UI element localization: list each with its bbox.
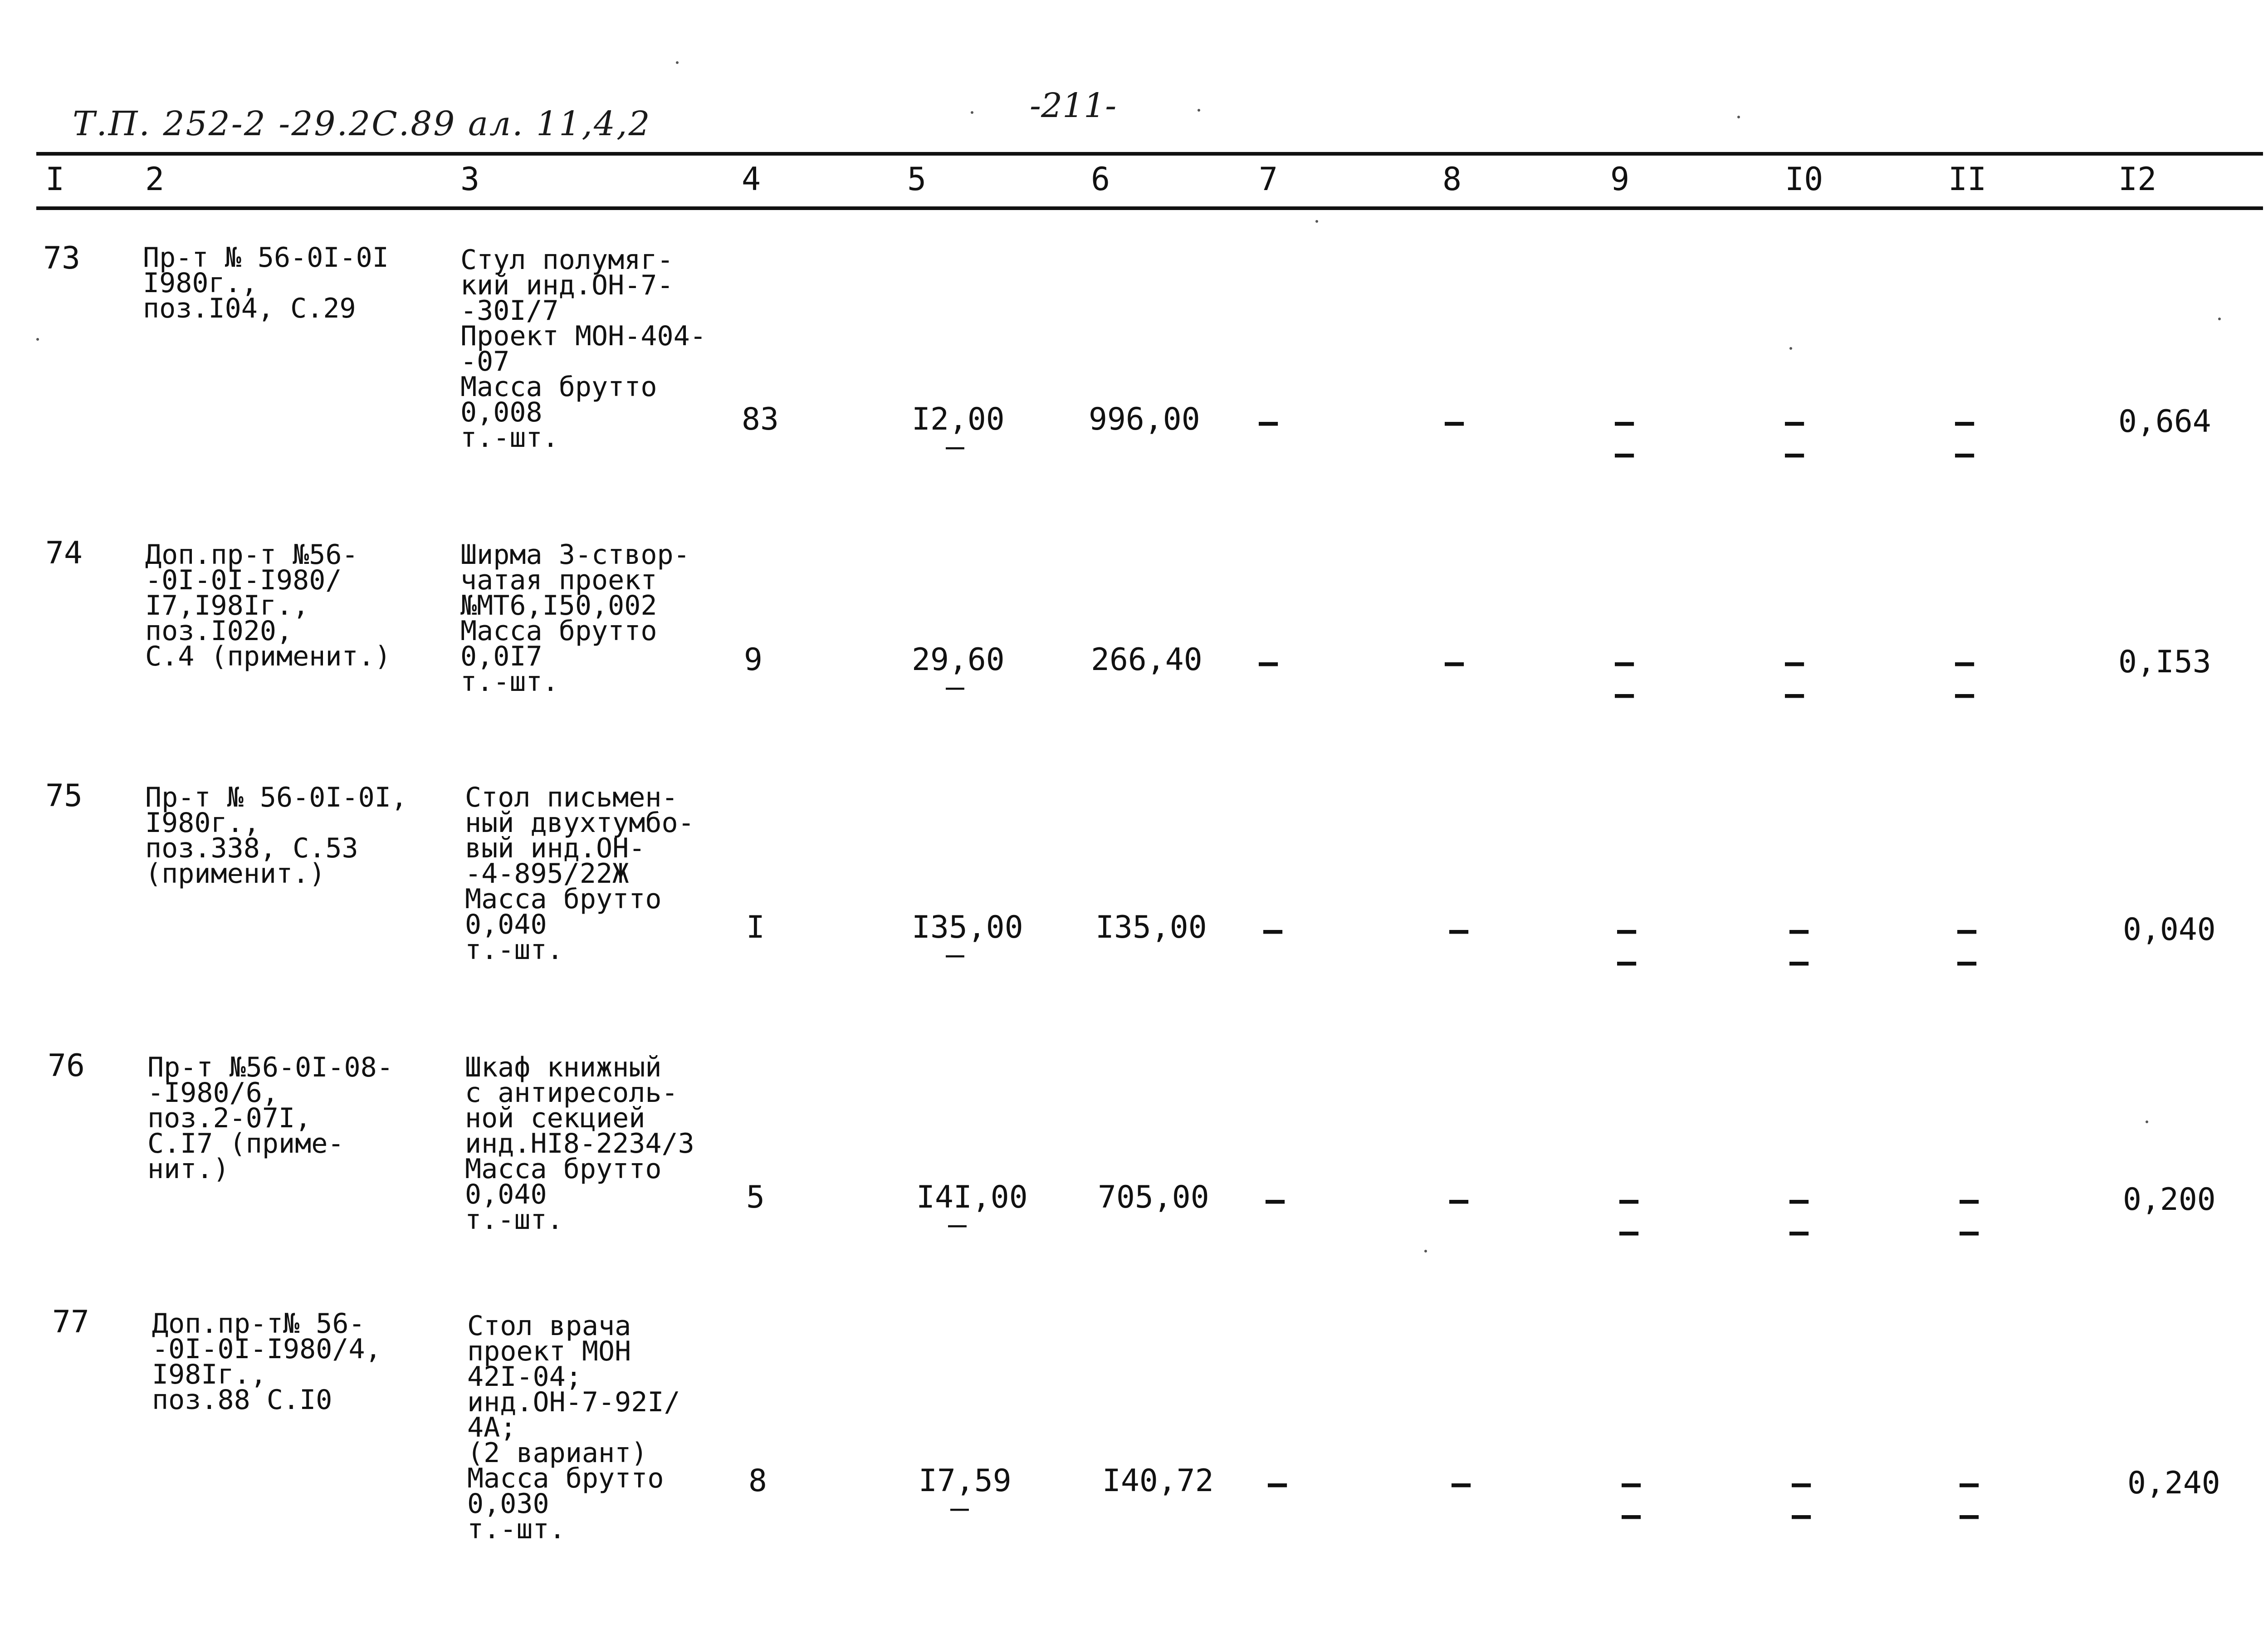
scan-speck <box>2218 318 2221 320</box>
row-col7: – <box>1266 1181 1285 1218</box>
row-col9: – – <box>1622 1465 1641 1534</box>
row-price-dash: – <box>946 669 964 705</box>
column-header-2: 2 <box>145 161 165 198</box>
row-total: I35,00 <box>1095 910 1207 945</box>
row-total: 705,00 <box>1098 1179 1209 1215</box>
row-mass: 0,040 <box>2123 912 2216 948</box>
page-number: -211- <box>1030 86 1117 125</box>
row-total: I40,72 <box>1102 1463 1214 1499</box>
row-col11: – – <box>1960 1465 1979 1534</box>
row-total: 266,40 <box>1091 642 1202 678</box>
row-col10: – – <box>1789 1181 1809 1250</box>
row-col11: – – <box>1957 911 1977 980</box>
scan-speck <box>1424 1250 1427 1252</box>
row-col10: – – <box>1792 1465 1811 1534</box>
row-col8: – <box>1449 1181 1469 1218</box>
row-quantity: 9 <box>744 642 763 678</box>
row-price-dash: – <box>946 937 964 973</box>
row-number: 74 <box>45 535 83 571</box>
row-quantity: 8 <box>748 1463 767 1499</box>
row-total: 996,00 <box>1089 401 1200 437</box>
row-source: Пр-т № 56-0I-0I I980г., поз.I04, С.29 <box>143 242 389 324</box>
column-header-10: I0 <box>1785 161 1823 198</box>
scan-speck <box>1198 109 1200 112</box>
row-source: Доп.пр-т №56- -0I-0I-I980/ I7,I98Iг., поз.I020, С.4 (применит.) <box>145 539 391 672</box>
column-header-8: 8 <box>1442 161 1462 198</box>
row-mass: 0,200 <box>2123 1182 2216 1218</box>
row-col9: – – <box>1617 911 1637 980</box>
column-header-12: I2 <box>2118 161 2157 198</box>
scan-speck <box>676 61 679 64</box>
header-bottom-rule <box>36 206 2263 210</box>
row-number: 73 <box>43 240 80 276</box>
row-number: 75 <box>45 778 83 814</box>
row-mass: 0,I53 <box>2118 644 2211 680</box>
scan-speck <box>971 111 973 114</box>
column-header-9: 9 <box>1610 161 1630 198</box>
row-quantity: 83 <box>742 401 779 437</box>
row-description: Ширма 3-створ- чатая проект №МТ6,I50,002 Масса брутто 0,0I7 т.-шт. <box>460 539 690 698</box>
row-unit-price: 29,60 <box>912 642 1005 678</box>
row-col10: – – <box>1785 644 1804 713</box>
header-top-rule <box>36 152 2263 156</box>
row-unit-price: I7,59 <box>919 1463 1012 1499</box>
row-col8: – <box>1445 403 1464 440</box>
row-unit-price: I2,00 <box>912 401 1005 437</box>
row-number: 76 <box>48 1048 85 1084</box>
row-price-dash: – <box>946 429 964 465</box>
column-header-1: I <box>45 161 65 198</box>
row-col9: – – <box>1615 403 1634 472</box>
column-header-5: 5 <box>907 161 927 198</box>
row-col9: – – <box>1615 644 1634 713</box>
row-col8: – <box>1449 911 1469 949</box>
column-header-4: 4 <box>742 161 761 198</box>
row-mass: 0,240 <box>2127 1465 2220 1501</box>
scan-speck <box>1315 220 1318 223</box>
row-description: Стул полумяг- кий инд.ОН-7- -30I/7 Проект МОН-404- -07 Масса брутто 0,008 т.-шт. <box>460 244 706 454</box>
row-price-dash: – <box>950 1490 969 1526</box>
row-col7: – <box>1268 1465 1287 1502</box>
scan-speck <box>1737 116 1740 118</box>
row-col11: – – <box>1960 1181 1979 1250</box>
column-header-7: 7 <box>1259 161 1278 198</box>
document-reference: Т.П. 252-2 -29.2С.89 ал. 11,4,2 <box>73 104 651 143</box>
row-source: Пр-т №56-0I-08- -I980/6, поз.2-07I, С.I7 (приме- нит.) <box>147 1052 393 1185</box>
row-col10: – – <box>1789 911 1809 980</box>
row-col7: – <box>1259 644 1278 681</box>
row-price-dash: – <box>948 1207 967 1243</box>
row-quantity: I <box>746 910 765 945</box>
row-source: Доп.пр-т№ 56- -0I-0I-I980/4, I98Iг., поз.88 С.I0 <box>152 1308 381 1416</box>
column-header-3: 3 <box>460 161 480 198</box>
row-source: Пр-т № 56-0I-0I, I980г., поз.338, С.53 (применит.) <box>145 782 407 890</box>
row-col7: – <box>1259 403 1278 440</box>
row-col9: – – <box>1619 1181 1639 1250</box>
row-unit-price: I35,00 <box>912 910 1023 945</box>
row-col11: – – <box>1955 403 1975 472</box>
column-header-11: II <box>1948 161 1987 198</box>
row-col8: – <box>1452 1465 1471 1502</box>
row-description: Шкаф книжный с антиресоль- ной секцией инд.НI8-2234/3 Масса брутто 0,040 т.-шт. <box>465 1052 694 1236</box>
row-quantity: 5 <box>746 1179 765 1215</box>
row-unit-price: I4I,00 <box>916 1179 1028 1215</box>
row-number: 77 <box>52 1304 89 1340</box>
column-header-6: 6 <box>1091 161 1110 198</box>
row-col7: – <box>1263 911 1283 949</box>
scan-speck <box>2146 1120 2148 1123</box>
scan-speck <box>1789 347 1792 350</box>
row-col8: – <box>1445 644 1464 681</box>
scan-speck <box>36 338 39 341</box>
row-description: Стол врача проект МОН 42I-04; инд.ОН-7-92I/ 4А; (2 вариант) Масса брутто 0,030 т.-шт. <box>467 1310 680 1545</box>
row-mass: 0,664 <box>2118 404 2211 440</box>
row-col11: – – <box>1955 644 1975 713</box>
row-col10: – – <box>1785 403 1804 472</box>
row-description: Стол письмен- ный двухтумбо- вый инд.ОН- -4-895/22Ж Масса брутто 0,040 т.-шт. <box>465 782 694 966</box>
